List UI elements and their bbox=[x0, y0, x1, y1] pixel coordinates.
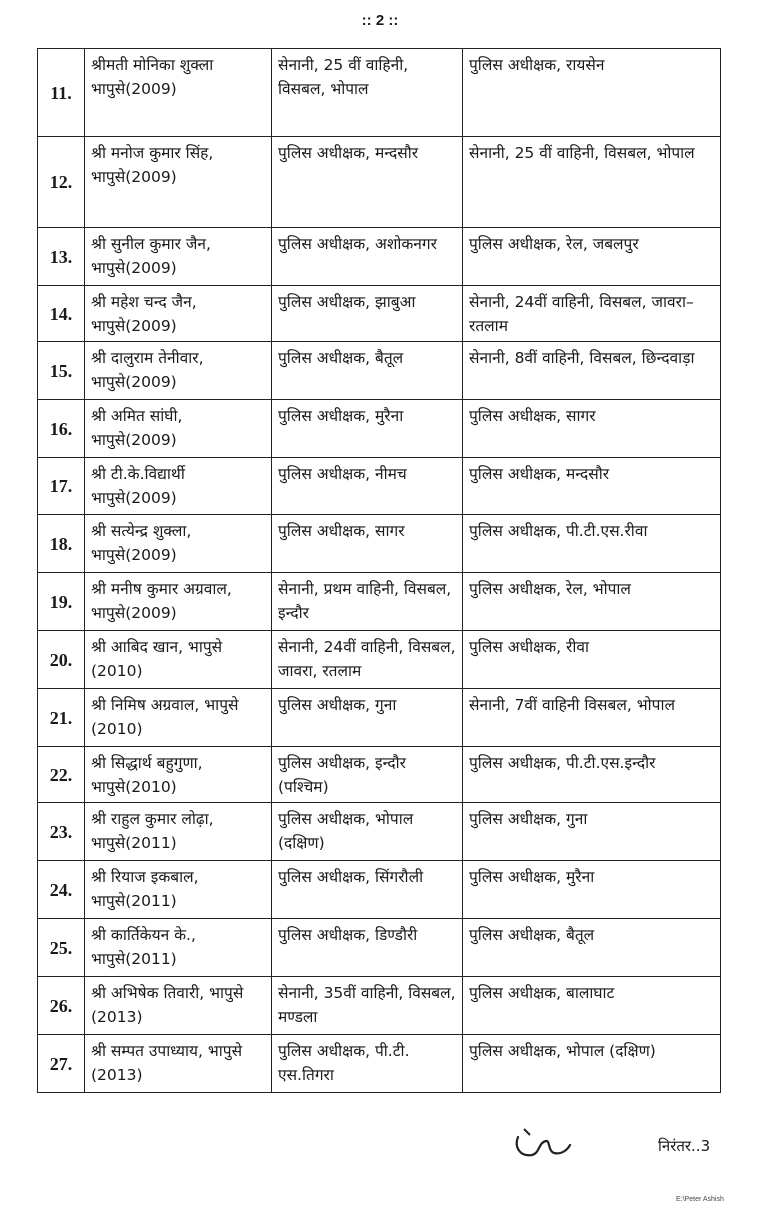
table-row bbox=[38, 286, 721, 342]
transfer-table bbox=[37, 48, 721, 1093]
serial-number: 11. bbox=[38, 49, 85, 137]
serial-number: 16. bbox=[38, 400, 85, 458]
officer-name: श्री रियाज इकबाल, भापुसे(2011) bbox=[85, 861, 272, 919]
serial-number: 25. bbox=[38, 919, 85, 977]
serial-number: 12. bbox=[38, 137, 85, 228]
officer-name: श्री निमिष अग्रवाल, भापुसे (2010) bbox=[85, 689, 272, 747]
current-posting: पुलिस अधीक्षक, बैतूल bbox=[272, 342, 463, 400]
table-row bbox=[38, 137, 721, 228]
page-number: :: 2 :: bbox=[361, 12, 399, 29]
officer-name: श्री अभिषेक तिवारी, भापुसे (2013) bbox=[85, 977, 272, 1035]
current-posting: पुलिस अधीक्षक, सागर bbox=[272, 515, 463, 573]
current-posting: सेनानी, प्रथम वाहिनी, विसबल, इन्दौर bbox=[272, 573, 463, 631]
current-posting: पुलिस अधीक्षक, अशोकनगर bbox=[272, 228, 463, 286]
officer-name: श्री सुनील कुमार जैन, भापुसे(2009) bbox=[85, 228, 272, 286]
current-posting: पुलिस अधीक्षक, पी.टी. एस.तिगरा bbox=[272, 1035, 463, 1093]
new-posting: सेनानी, 8वीं वाहिनी, विसबल, छिन्दवाड़ा bbox=[463, 342, 721, 400]
officer-name: श्रीमती मोनिका शुक्ला भापुसे(2009) bbox=[85, 49, 272, 137]
officer-name: श्री टी.के.विद्यार्थी भापुसे(2009) bbox=[85, 458, 272, 515]
new-posting: पुलिस अधीक्षक, मन्दसौर bbox=[463, 458, 721, 515]
table-row bbox=[38, 689, 721, 747]
serial-number: 21. bbox=[38, 689, 85, 747]
new-posting: सेनानी, 25 वीं वाहिनी, विसबल, भोपाल bbox=[463, 137, 721, 228]
officer-name: श्री सिद्धार्थ बहुगुणा, भापुसे(2010) bbox=[85, 747, 272, 803]
new-posting: पुलिस अधीक्षक, पी.टी.एस.रीवा bbox=[463, 515, 721, 573]
new-posting: पुलिस अधीक्षक, मुरैना bbox=[463, 861, 721, 919]
current-posting: सेनानी, 35वीं वाहिनी, विसबल, मण्डला bbox=[272, 977, 463, 1035]
new-posting: सेनानी, 24वीं वाहिनी, विसबल, जावरा–रतलाम bbox=[463, 286, 721, 342]
table-body bbox=[38, 49, 721, 1093]
officer-name: श्री अमित सांघी, भापुसे(2009) bbox=[85, 400, 272, 458]
officer-name: श्री कार्तिकेयन के., भापुसे(2011) bbox=[85, 919, 272, 977]
new-posting: पुलिस अधीक्षक, रायसेन bbox=[463, 49, 721, 137]
new-posting: पुलिस अधीक्षक, बैतूल bbox=[463, 919, 721, 977]
new-posting: पुलिस अधीक्षक, सागर bbox=[463, 400, 721, 458]
officer-name: श्री महेश चन्द जैन, भापुसे(2009) bbox=[85, 286, 272, 342]
serial-number: 19. bbox=[38, 573, 85, 631]
serial-number: 27. bbox=[38, 1035, 85, 1093]
new-posting: पुलिस अधीक्षक, रेल, भोपाल bbox=[463, 573, 721, 631]
new-posting: पुलिस अधीक्षक, बालाघाट bbox=[463, 977, 721, 1035]
officer-name: श्री सत्येन्द्र शुक्ला, भापुसे(2009) bbox=[85, 515, 272, 573]
current-posting: पुलिस अधीक्षक, इन्दौर (पश्चिम) bbox=[272, 747, 463, 803]
officer-name: श्री दालुराम तेनीवार, भापुसे(2009) bbox=[85, 342, 272, 400]
officer-name: श्री राहुल कुमार लोढ़ा, भापुसे(2011) bbox=[85, 803, 272, 861]
table-row bbox=[38, 458, 721, 515]
current-posting: पुलिस अधीक्षक, मुरैना bbox=[272, 400, 463, 458]
new-posting: पुलिस अधीक्षक, भोपाल (दक्षिण) bbox=[463, 1035, 721, 1093]
table-row bbox=[38, 342, 721, 400]
officer-name: श्री मनीष कुमार अग्रवाल, भापुसे(2009) bbox=[85, 573, 272, 631]
table-row bbox=[38, 977, 721, 1035]
officer-name: श्री सम्पत उपाध्याय, भापुसे (2013) bbox=[85, 1035, 272, 1093]
table-row bbox=[38, 400, 721, 458]
table-row bbox=[38, 515, 721, 573]
current-posting: पुलिस अधीक्षक, झाबुआ bbox=[272, 286, 463, 342]
serial-number: 14. bbox=[38, 286, 85, 342]
serial-number: 18. bbox=[38, 515, 85, 573]
table-row bbox=[38, 49, 721, 137]
current-posting: पुलिस अधीक्षक, डिण्डौरी bbox=[272, 919, 463, 977]
table-row bbox=[38, 631, 721, 689]
serial-number: 20. bbox=[38, 631, 85, 689]
footer-file-path: E:\Peter Ashish bbox=[676, 1196, 724, 1203]
new-posting: सेनानी, 7वीं वाहिनी विसबल, भोपाल bbox=[463, 689, 721, 747]
table-row bbox=[38, 747, 721, 803]
serial-number: 24. bbox=[38, 861, 85, 919]
table-row bbox=[38, 919, 721, 977]
new-posting: पुलिस अधीक्षक, गुना bbox=[463, 803, 721, 861]
table-row bbox=[38, 573, 721, 631]
current-posting: सेनानी, 25 वीं वाहिनी, विसबल, भोपाल bbox=[272, 49, 463, 137]
serial-number: 23. bbox=[38, 803, 85, 861]
current-posting: पुलिस अधीक्षक, भोपाल (दक्षिण) bbox=[272, 803, 463, 861]
current-posting: पुलिस अधीक्षक, सिंगरौली bbox=[272, 861, 463, 919]
officer-name: श्री मनोज कुमार सिंह, भापुसे(2009) bbox=[85, 137, 272, 228]
new-posting: पुलिस अधीक्षक, पी.टी.एस.इन्दौर bbox=[463, 747, 721, 803]
current-posting: सेनानी, 24वीं वाहिनी, विसबल, जावरा, रतलाम bbox=[272, 631, 463, 689]
new-posting: पुलिस अधीक्षक, रेल, जबलपुर bbox=[463, 228, 721, 286]
current-posting: पुलिस अधीक्षक, नीमच bbox=[272, 458, 463, 515]
serial-number: 26. bbox=[38, 977, 85, 1035]
table-row bbox=[38, 1035, 721, 1093]
serial-number: 22. bbox=[38, 747, 85, 803]
continued-label: निरंतर..3 bbox=[658, 1137, 711, 1155]
officer-name: श्री आबिद खान, भापुसे (2010) bbox=[85, 631, 272, 689]
new-posting: पुलिस अधीक्षक, रीवा bbox=[463, 631, 721, 689]
current-posting: पुलिस अधीक्षक, गुना bbox=[272, 689, 463, 747]
serial-number: 17. bbox=[38, 458, 85, 515]
table-row bbox=[38, 861, 721, 919]
signature-mark bbox=[510, 1125, 580, 1165]
serial-number: 15. bbox=[38, 342, 85, 400]
current-posting: पुलिस अधीक्षक, मन्दसौर bbox=[272, 137, 463, 228]
table-row bbox=[38, 228, 721, 286]
table-row bbox=[38, 803, 721, 861]
serial-number: 13. bbox=[38, 228, 85, 286]
